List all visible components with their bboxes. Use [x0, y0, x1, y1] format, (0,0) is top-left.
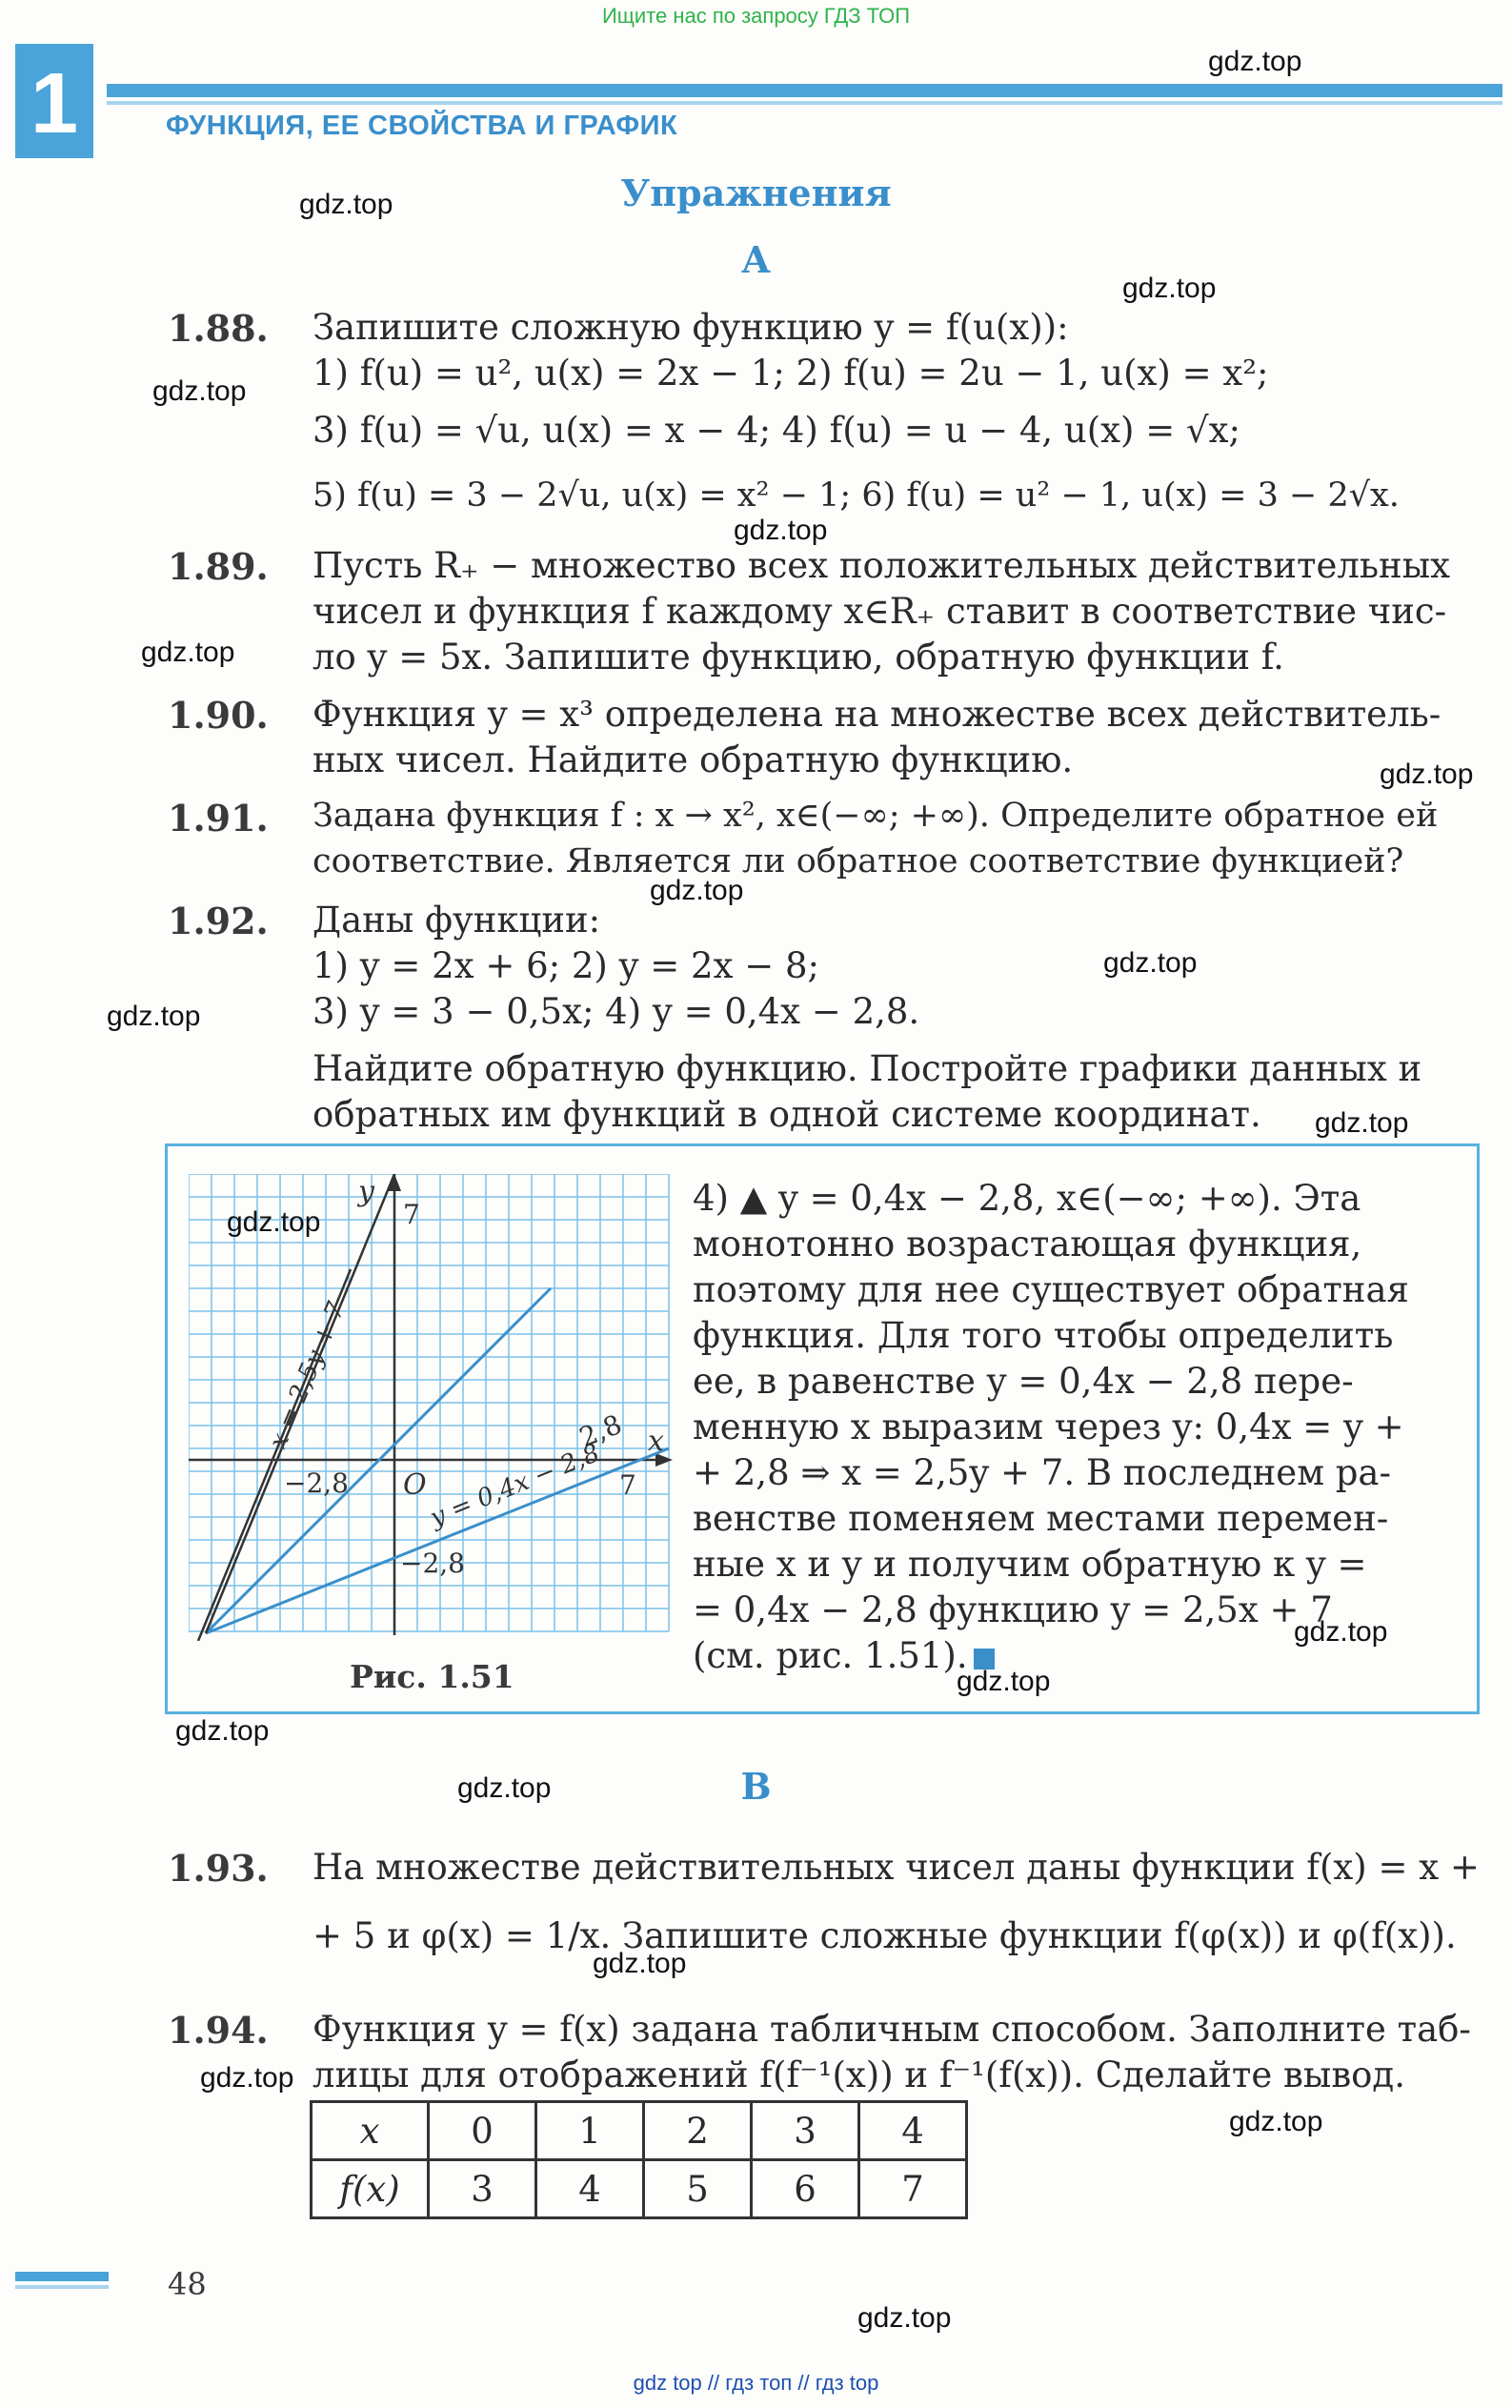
exercise-text: чисел и функция f каждому x∈R₊ ставит в соответствие чис-	[312, 591, 1447, 632]
exercise-text: 1) f(u) = u², u(x) = 2x − 1; 2) f(u) = 2u − 1, u(x) = x²;	[312, 353, 1269, 394]
watermark: gdz.top	[1380, 759, 1474, 790]
exercise-number: 1.93.	[168, 1847, 269, 1890]
page-number: 48	[168, 2266, 207, 2302]
site-banner-bottom[interactable]: gdz top // гдз топ // гдз top	[633, 2371, 879, 2395]
watermark: gdz.top	[107, 1001, 201, 1032]
watermark: gdz.top	[1315, 1107, 1409, 1139]
site-banner-top[interactable]: Ищите нас по запросу ГДЗ ТОП	[601, 4, 911, 28]
watermark: gdz.top	[457, 1772, 552, 1804]
watermark: gdz.top	[227, 1206, 321, 1238]
exercise-text: 1) y = 2x + 6; 2) y = 2x − 8;	[312, 945, 819, 986]
y-axis-label: y	[358, 1175, 374, 1208]
table-cell: 0	[429, 2102, 536, 2160]
watermark: gdz.top	[1122, 273, 1217, 304]
exercise-text: Даны функции:	[312, 900, 601, 941]
example-text: (см. рис. 1.51).	[693, 1635, 968, 1676]
example-text: венстве поменяем местами перемен-	[693, 1498, 1389, 1539]
x-axis-label: x	[648, 1425, 664, 1458]
footer-rule	[15, 2285, 109, 2289]
exercise-text: Функция y = x³ определена на множестве всех действитель-	[312, 694, 1441, 735]
chapter-title: ФУНКЦИЯ, ЕЕ СВОЙСТВА И ГРАФИК	[166, 111, 678, 141]
example-text: поэтому для нее существует обратная	[693, 1269, 1409, 1310]
table-cell: 3	[752, 2102, 859, 2160]
example-text: ее, в равенстве y = 0,4x − 2,8 пере-	[693, 1361, 1354, 1402]
tick-label: 2,8	[575, 1407, 627, 1454]
exercise-text: Запишите сложную функцию y = f(u(x)):	[312, 307, 1069, 348]
example-text: монотонно возрастающая функция,	[693, 1224, 1362, 1265]
origin-label: O	[403, 1468, 427, 1502]
exercise-number: 1.89.	[168, 545, 269, 588]
footer-bar	[15, 2272, 109, 2281]
example-text: + 2,8 ⇒ x = 2,5y + 7. В последнем ра-	[693, 1452, 1391, 1493]
table-cell: x	[312, 2102, 429, 2160]
table-cell: 4	[859, 2102, 967, 2160]
table-cell: 4	[536, 2160, 644, 2218]
exercise-text: Задана функция f : x → x², x∈(−∞; +∞). Определите обратное ей	[312, 797, 1439, 835]
line-0-4x-minus-2-8	[206, 1448, 669, 1633]
example-text: = 0,4x − 2,8 функцию y = 2,5x + 7	[693, 1589, 1333, 1630]
table-cell: 6	[752, 2160, 859, 2218]
table-cell: 2	[644, 2102, 752, 2160]
section-title: Упражнения	[620, 172, 892, 214]
example-text: ные x и y и получим обратную к y =	[693, 1544, 1367, 1585]
tick-label: 7	[403, 1199, 420, 1230]
table-cell: 5	[644, 2160, 752, 2218]
watermark: gdz.top	[857, 2302, 952, 2334]
watermark: gdz.top	[1208, 46, 1302, 77]
watermark: gdz.top	[1103, 947, 1198, 979]
exercise-text: 3) y = 3 − 0,5x; 4) y = 0,4x − 2,8.	[312, 991, 920, 1032]
watermark: gdz.top	[152, 375, 247, 407]
watermark: gdz.top	[175, 1715, 270, 1747]
exercise-text: На множестве действительных чисел даны функции f(x) = x +	[312, 1847, 1480, 1888]
table-row	[312, 2102, 967, 2160]
watermark: gdz.top	[957, 1666, 1051, 1697]
table-cell: f(x)	[312, 2160, 429, 2218]
example-text-last	[693, 1635, 995, 1676]
exercise-text: 3) f(u) = √u, u(x) = x − 4; 4) f(u) = u − 4, u(x) = √x;	[312, 410, 1240, 451]
example-text: менную x выразим через y: 0,4x = y +	[693, 1406, 1404, 1447]
exercise-number: 1.91.	[168, 797, 269, 840]
watermark: gdz.top	[1294, 1616, 1388, 1648]
watermark: gdz.top	[1229, 2106, 1323, 2137]
watermark: gdz.top	[299, 189, 393, 220]
exercise-text: Найдите обратную функцию. Постройте графики данных и	[312, 1048, 1422, 1089]
watermark: gdz.top	[200, 2062, 294, 2094]
exercise-text: ло y = 5x. Запишите функцию, обратную функции f.	[312, 637, 1284, 678]
watermark: gdz.top	[593, 1948, 687, 1979]
exercise-number: 1.94.	[168, 2009, 269, 2052]
example-text: 4) ▲ y = 0,4x − 2,8, x∈(−∞; +∞). Эта	[693, 1178, 1361, 1219]
tick-label: −2,8	[284, 1467, 349, 1499]
line-label: x = 2,5y + 7	[263, 1298, 352, 1453]
exercise-text: соответствие. Является ли обратное соответствие функцией?	[312, 842, 1404, 880]
table-cell: 7	[859, 2160, 967, 2218]
line-label: y = 0,4x − 2,8	[426, 1438, 604, 1533]
table-row	[312, 2160, 967, 2218]
figure-caption: Рис. 1.51	[350, 1658, 514, 1695]
exercise-text: лицы для отображений f(f⁻¹(x)) и f⁻¹(f(x)). Сделайте вывод.	[312, 2054, 1405, 2095]
tick-label: −2,8	[400, 1548, 465, 1579]
exercise-text: + 5 и φ(x) = 1/x. Запишите сложные функции f(φ(x)) и φ(f(x)).	[312, 1915, 1457, 1956]
table-cell: 1	[536, 2102, 644, 2160]
exercise-text: Пусть R₊ − множество всех положительных действительных	[312, 545, 1451, 586]
exercise-number: 1.88.	[168, 307, 269, 350]
function-table	[310, 2100, 968, 2219]
exercise-text: 5) f(u) = 3 − 2√u, u(x) = x² − 1; 6) f(u) = u² − 1, u(x) = 3 − 2√x.	[312, 476, 1400, 515]
exercise-number: 1.90.	[168, 694, 269, 737]
example-text: функция. Для того чтобы определить	[693, 1315, 1394, 1356]
watermark: gdz.top	[650, 875, 744, 906]
exercise-number: 1.92.	[168, 900, 269, 942]
exercise-text: ных чисел. Найдите обратную функцию.	[312, 739, 1074, 780]
header-rule	[107, 101, 1502, 105]
graph-figure	[189, 1174, 675, 1641]
watermark: gdz.top	[734, 515, 828, 546]
level-a-heading: А	[741, 238, 771, 281]
level-b-heading: В	[740, 1765, 772, 1808]
tick-label: 7	[619, 1469, 636, 1501]
exercise-text: Функция y = f(x) задана табличным способом. Заполните таб-	[312, 2009, 1471, 2050]
chapter-number: 1	[30, 56, 79, 152]
watermark: gdz.top	[141, 637, 235, 668]
exercise-text: обратных им функций в одной системе координат.	[312, 1094, 1261, 1135]
table-cell: 3	[429, 2160, 536, 2218]
header-bar	[107, 84, 1502, 97]
